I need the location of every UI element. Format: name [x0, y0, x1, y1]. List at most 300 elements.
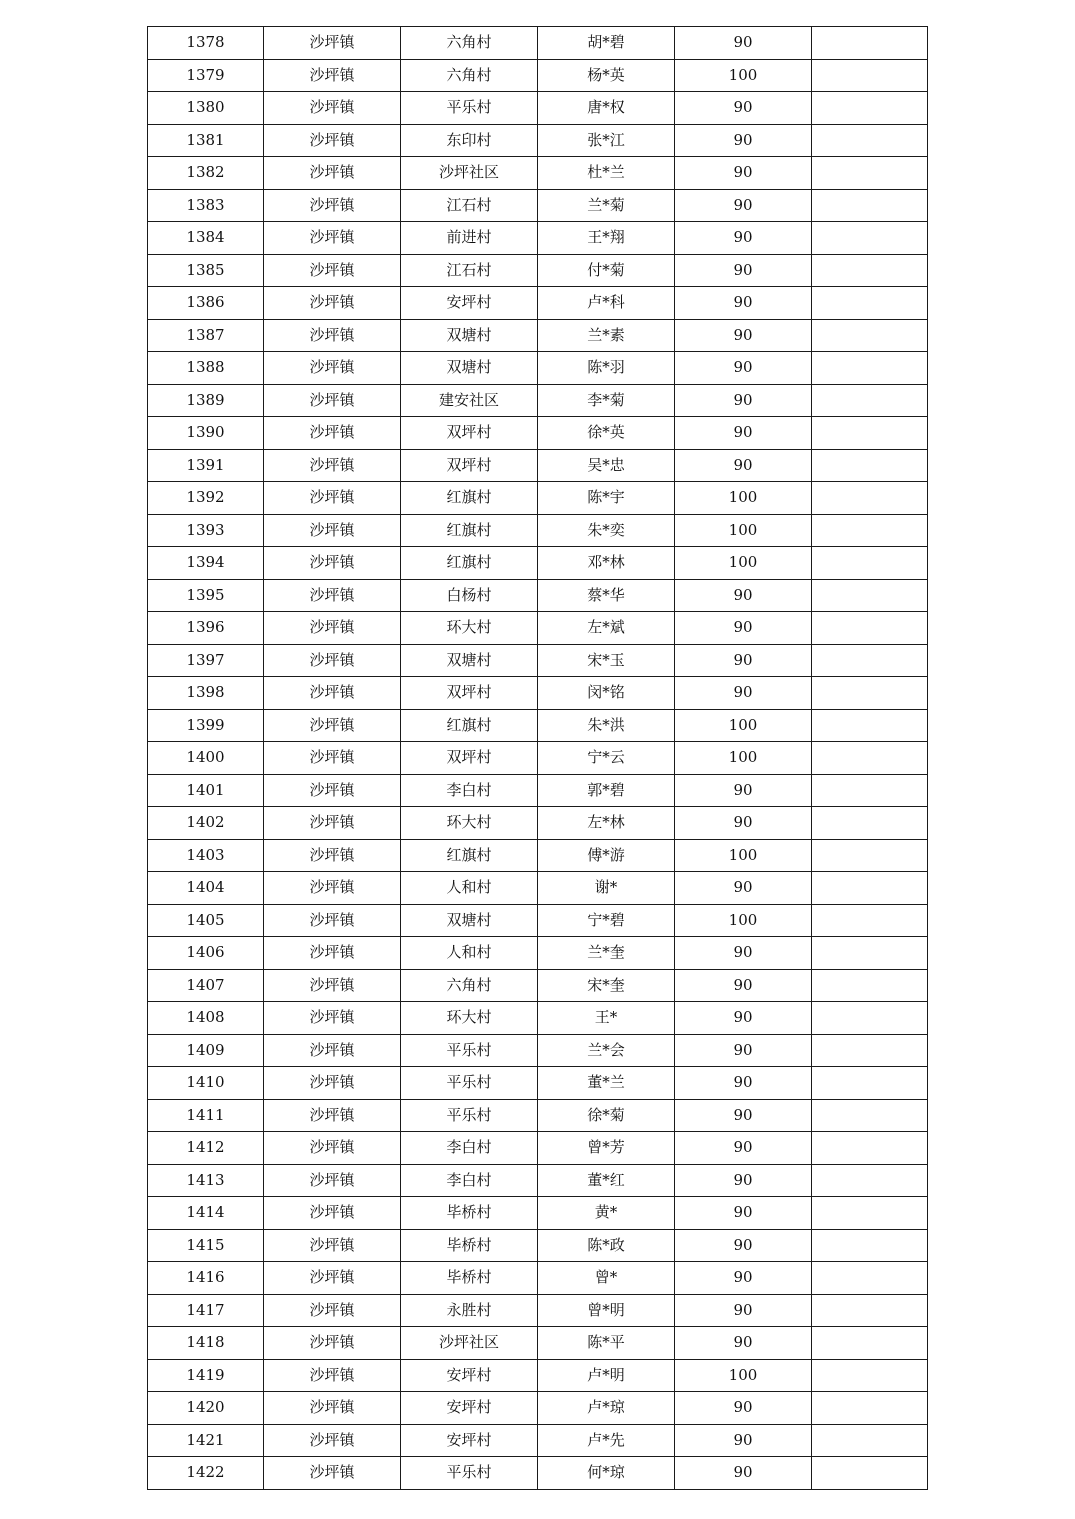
town-cell: 沙坪镇: [264, 1424, 401, 1457]
village-cell: 沙坪社区: [401, 157, 538, 190]
row-number-cell: 1390: [148, 417, 264, 450]
town-cell: 沙坪镇: [264, 807, 401, 840]
roster-table-body: [148, 27, 928, 1490]
remark-cell: [812, 254, 928, 287]
row-number-cell: 1401: [148, 774, 264, 807]
amount-cell: 90: [675, 1197, 812, 1230]
town-cell: 沙坪镇: [264, 92, 401, 125]
amount-cell: 100: [675, 482, 812, 515]
remark-cell: [812, 1457, 928, 1490]
name-cell: 王*翔: [538, 222, 675, 255]
remark-cell: [812, 1164, 928, 1197]
table-row: [148, 969, 928, 1002]
village-cell: 环大村: [401, 1002, 538, 1035]
village-cell: 安坪村: [401, 1359, 538, 1392]
remark-cell: [812, 579, 928, 612]
village-cell: 毕桥村: [401, 1197, 538, 1230]
village-cell: 安坪村: [401, 287, 538, 320]
amount-cell: 90: [675, 1457, 812, 1490]
name-cell: 傅*游: [538, 839, 675, 872]
table-row: [148, 254, 928, 287]
name-cell: 卢*明: [538, 1359, 675, 1392]
amount-cell: 90: [675, 1229, 812, 1262]
name-cell: 邓*林: [538, 547, 675, 580]
table-row: [148, 157, 928, 190]
village-cell: 沙坪社区: [401, 1327, 538, 1360]
table-row: [148, 1067, 928, 1100]
village-cell: 环大村: [401, 612, 538, 645]
remark-cell: [812, 1099, 928, 1132]
table-row: [148, 384, 928, 417]
name-cell: 蔡*华: [538, 579, 675, 612]
row-number-cell: 1413: [148, 1164, 264, 1197]
town-cell: 沙坪镇: [264, 612, 401, 645]
village-cell: 双坪村: [401, 742, 538, 775]
remark-cell: [812, 1262, 928, 1295]
row-number-cell: 1421: [148, 1424, 264, 1457]
row-number-cell: 1389: [148, 384, 264, 417]
name-cell: 张*江: [538, 124, 675, 157]
amount-cell: 90: [675, 254, 812, 287]
row-number-cell: 1387: [148, 319, 264, 352]
town-cell: 沙坪镇: [264, 59, 401, 92]
amount-cell: 90: [675, 677, 812, 710]
town-cell: 沙坪镇: [264, 157, 401, 190]
table-row: [148, 644, 928, 677]
remark-cell: [812, 417, 928, 450]
village-cell: 前进村: [401, 222, 538, 255]
village-cell: 江石村: [401, 254, 538, 287]
table-row: [148, 579, 928, 612]
table-row: [148, 1034, 928, 1067]
row-number-cell: 1396: [148, 612, 264, 645]
row-number-cell: 1420: [148, 1392, 264, 1425]
remark-cell: [812, 1067, 928, 1100]
table-row: [148, 1099, 928, 1132]
village-cell: 红旗村: [401, 547, 538, 580]
name-cell: 兰*奎: [538, 937, 675, 970]
remark-cell: [812, 287, 928, 320]
name-cell: 陈*宇: [538, 482, 675, 515]
village-cell: 双坪村: [401, 449, 538, 482]
amount-cell: 90: [675, 872, 812, 905]
name-cell: 陈*平: [538, 1327, 675, 1360]
row-number-cell: 1414: [148, 1197, 264, 1230]
town-cell: 沙坪镇: [264, 319, 401, 352]
amount-cell: 90: [675, 1099, 812, 1132]
row-number-cell: 1412: [148, 1132, 264, 1165]
table-row: [148, 189, 928, 222]
village-cell: 江石村: [401, 189, 538, 222]
town-cell: 沙坪镇: [264, 1067, 401, 1100]
remark-cell: [812, 319, 928, 352]
table-row: [148, 319, 928, 352]
town-cell: 沙坪镇: [264, 969, 401, 1002]
town-cell: 沙坪镇: [264, 189, 401, 222]
remark-cell: [812, 969, 928, 1002]
row-number-cell: 1410: [148, 1067, 264, 1100]
remark-cell: [812, 644, 928, 677]
table-row: [148, 27, 928, 60]
town-cell: 沙坪镇: [264, 774, 401, 807]
remark-cell: [812, 482, 928, 515]
remark-cell: [812, 384, 928, 417]
amount-cell: 90: [675, 384, 812, 417]
amount-cell: 90: [675, 774, 812, 807]
remark-cell: [812, 27, 928, 60]
town-cell: 沙坪镇: [264, 1327, 401, 1360]
row-number-cell: 1419: [148, 1359, 264, 1392]
amount-cell: 90: [675, 417, 812, 450]
town-cell: 沙坪镇: [264, 384, 401, 417]
row-number-cell: 1422: [148, 1457, 264, 1490]
town-cell: 沙坪镇: [264, 1132, 401, 1165]
village-cell: 双坪村: [401, 417, 538, 450]
town-cell: 沙坪镇: [264, 449, 401, 482]
name-cell: 卢*科: [538, 287, 675, 320]
row-number-cell: 1409: [148, 1034, 264, 1067]
row-number-cell: 1416: [148, 1262, 264, 1295]
row-number-cell: 1378: [148, 27, 264, 60]
row-number-cell: 1403: [148, 839, 264, 872]
table-row: [148, 1002, 928, 1035]
amount-cell: 100: [675, 514, 812, 547]
row-number-cell: 1417: [148, 1294, 264, 1327]
name-cell: 郭*碧: [538, 774, 675, 807]
village-cell: 李白村: [401, 774, 538, 807]
remark-cell: [812, 1359, 928, 1392]
row-number-cell: 1406: [148, 937, 264, 970]
amount-cell: 100: [675, 839, 812, 872]
name-cell: 曾*: [538, 1262, 675, 1295]
amount-cell: 90: [675, 124, 812, 157]
amount-cell: 100: [675, 742, 812, 775]
village-cell: 安坪村: [401, 1424, 538, 1457]
table-row: [148, 482, 928, 515]
table-row: [148, 1132, 928, 1165]
village-cell: 平乐村: [401, 1067, 538, 1100]
village-cell: 人和村: [401, 872, 538, 905]
row-number-cell: 1393: [148, 514, 264, 547]
village-cell: 白杨村: [401, 579, 538, 612]
name-cell: 左*斌: [538, 612, 675, 645]
remark-cell: [812, 59, 928, 92]
name-cell: 左*林: [538, 807, 675, 840]
name-cell: 徐*英: [538, 417, 675, 450]
village-cell: 红旗村: [401, 839, 538, 872]
row-number-cell: 1398: [148, 677, 264, 710]
town-cell: 沙坪镇: [264, 1002, 401, 1035]
remark-cell: [812, 937, 928, 970]
remark-cell: [812, 1424, 928, 1457]
village-cell: 六角村: [401, 27, 538, 60]
village-cell: 毕桥村: [401, 1262, 538, 1295]
table-row: [148, 59, 928, 92]
remark-cell: [812, 1132, 928, 1165]
village-cell: 平乐村: [401, 1034, 538, 1067]
remark-cell: [812, 839, 928, 872]
table-row: [148, 514, 928, 547]
name-cell: 兰*素: [538, 319, 675, 352]
row-number-cell: 1388: [148, 352, 264, 385]
amount-cell: 90: [675, 937, 812, 970]
table-row: [148, 1197, 928, 1230]
name-cell: 卢*先: [538, 1424, 675, 1457]
town-cell: 沙坪镇: [264, 222, 401, 255]
village-cell: 六角村: [401, 969, 538, 1002]
remark-cell: [812, 807, 928, 840]
amount-cell: 90: [675, 287, 812, 320]
amount-cell: 90: [675, 449, 812, 482]
remark-cell: [812, 514, 928, 547]
amount-cell: 100: [675, 709, 812, 742]
remark-cell: [812, 709, 928, 742]
row-number-cell: 1391: [148, 449, 264, 482]
town-cell: 沙坪镇: [264, 254, 401, 287]
name-cell: 唐*权: [538, 92, 675, 125]
row-number-cell: 1418: [148, 1327, 264, 1360]
amount-cell: 90: [675, 352, 812, 385]
remark-cell: [812, 1002, 928, 1035]
table-row: [148, 709, 928, 742]
village-cell: 双塘村: [401, 352, 538, 385]
name-cell: 卢*琼: [538, 1392, 675, 1425]
table-row: [148, 612, 928, 645]
row-number-cell: 1381: [148, 124, 264, 157]
table-row: [148, 839, 928, 872]
amount-cell: 90: [675, 1002, 812, 1035]
town-cell: 沙坪镇: [264, 287, 401, 320]
town-cell: 沙坪镇: [264, 742, 401, 775]
row-number-cell: 1402: [148, 807, 264, 840]
town-cell: 沙坪镇: [264, 872, 401, 905]
village-cell: 六角村: [401, 59, 538, 92]
row-number-cell: 1405: [148, 904, 264, 937]
row-number-cell: 1407: [148, 969, 264, 1002]
amount-cell: 100: [675, 1359, 812, 1392]
table-row: [148, 742, 928, 775]
town-cell: 沙坪镇: [264, 1294, 401, 1327]
village-cell: 建安社区: [401, 384, 538, 417]
name-cell: 陈*羽: [538, 352, 675, 385]
remark-cell: [812, 189, 928, 222]
village-cell: 平乐村: [401, 1457, 538, 1490]
name-cell: 王*: [538, 1002, 675, 1035]
table-row: [148, 222, 928, 255]
table-row: [148, 449, 928, 482]
town-cell: 沙坪镇: [264, 547, 401, 580]
amount-cell: 90: [675, 1294, 812, 1327]
table-row: [148, 124, 928, 157]
name-cell: 何*琼: [538, 1457, 675, 1490]
amount-cell: 90: [675, 222, 812, 255]
amount-cell: 90: [675, 1132, 812, 1165]
village-cell: 东印村: [401, 124, 538, 157]
name-cell: 朱*奕: [538, 514, 675, 547]
name-cell: 谢*: [538, 872, 675, 905]
town-cell: 沙坪镇: [264, 514, 401, 547]
village-cell: 双塘村: [401, 319, 538, 352]
remark-cell: [812, 1197, 928, 1230]
remark-cell: [812, 92, 928, 125]
amount-cell: 100: [675, 547, 812, 580]
name-cell: 曾*明: [538, 1294, 675, 1327]
town-cell: 沙坪镇: [264, 709, 401, 742]
name-cell: 杨*英: [538, 59, 675, 92]
name-cell: 宁*碧: [538, 904, 675, 937]
amount-cell: 90: [675, 157, 812, 190]
village-cell: 李白村: [401, 1164, 538, 1197]
village-cell: 安坪村: [401, 1392, 538, 1425]
row-number-cell: 1404: [148, 872, 264, 905]
row-number-cell: 1415: [148, 1229, 264, 1262]
village-cell: 平乐村: [401, 92, 538, 125]
name-cell: 宋*玉: [538, 644, 675, 677]
name-cell: 兰*菊: [538, 189, 675, 222]
village-cell: 李白村: [401, 1132, 538, 1165]
amount-cell: 90: [675, 1034, 812, 1067]
name-cell: 闵*铭: [538, 677, 675, 710]
town-cell: 沙坪镇: [264, 482, 401, 515]
table-row: [148, 352, 928, 385]
table-row: [148, 547, 928, 580]
village-cell: 红旗村: [401, 514, 538, 547]
remark-cell: [812, 677, 928, 710]
table-row: [148, 677, 928, 710]
amount-cell: 90: [675, 1164, 812, 1197]
remark-cell: [812, 1392, 928, 1425]
row-number-cell: 1386: [148, 287, 264, 320]
amount-cell: 90: [675, 189, 812, 222]
row-number-cell: 1379: [148, 59, 264, 92]
town-cell: 沙坪镇: [264, 644, 401, 677]
table-row: [148, 872, 928, 905]
town-cell: 沙坪镇: [264, 1262, 401, 1295]
amount-cell: 100: [675, 904, 812, 937]
row-number-cell: 1380: [148, 92, 264, 125]
row-number-cell: 1408: [148, 1002, 264, 1035]
town-cell: 沙坪镇: [264, 937, 401, 970]
remark-cell: [812, 124, 928, 157]
amount-cell: 90: [675, 92, 812, 125]
table-row: [148, 287, 928, 320]
name-cell: 徐*菊: [538, 1099, 675, 1132]
remark-cell: [812, 1034, 928, 1067]
remark-cell: [812, 742, 928, 775]
table-row: [148, 92, 928, 125]
remark-cell: [812, 872, 928, 905]
row-number-cell: 1397: [148, 644, 264, 677]
remark-cell: [812, 547, 928, 580]
town-cell: 沙坪镇: [264, 417, 401, 450]
town-cell: 沙坪镇: [264, 677, 401, 710]
amount-cell: 90: [675, 644, 812, 677]
town-cell: 沙坪镇: [264, 1392, 401, 1425]
name-cell: 杜*兰: [538, 157, 675, 190]
town-cell: 沙坪镇: [264, 1164, 401, 1197]
name-cell: 吴*忠: [538, 449, 675, 482]
amount-cell: 90: [675, 1067, 812, 1100]
remark-cell: [812, 352, 928, 385]
remark-cell: [812, 904, 928, 937]
village-cell: 毕桥村: [401, 1229, 538, 1262]
name-cell: 付*菊: [538, 254, 675, 287]
amount-cell: 90: [675, 27, 812, 60]
table-row: [148, 1424, 928, 1457]
table-row: [148, 774, 928, 807]
name-cell: 董*红: [538, 1164, 675, 1197]
remark-cell: [812, 1327, 928, 1360]
town-cell: 沙坪镇: [264, 904, 401, 937]
row-number-cell: 1385: [148, 254, 264, 287]
table-row: [148, 1262, 928, 1295]
name-cell: 黄*: [538, 1197, 675, 1230]
town-cell: 沙坪镇: [264, 1229, 401, 1262]
village-cell: 人和村: [401, 937, 538, 970]
name-cell: 宁*云: [538, 742, 675, 775]
amount-cell: 100: [675, 59, 812, 92]
amount-cell: 90: [675, 1327, 812, 1360]
village-cell: 环大村: [401, 807, 538, 840]
name-cell: 李*菊: [538, 384, 675, 417]
amount-cell: 90: [675, 969, 812, 1002]
row-number-cell: 1384: [148, 222, 264, 255]
name-cell: 董*兰: [538, 1067, 675, 1100]
name-cell: 胡*碧: [538, 27, 675, 60]
amount-cell: 90: [675, 1424, 812, 1457]
name-cell: 曾*芳: [538, 1132, 675, 1165]
village-cell: 双塘村: [401, 644, 538, 677]
town-cell: 沙坪镇: [264, 1359, 401, 1392]
row-number-cell: 1395: [148, 579, 264, 612]
remark-cell: [812, 449, 928, 482]
table-row: [148, 904, 928, 937]
row-number-cell: 1411: [148, 1099, 264, 1132]
town-cell: 沙坪镇: [264, 27, 401, 60]
amount-cell: 90: [675, 612, 812, 645]
table-row: [148, 1359, 928, 1392]
table-row: [148, 1229, 928, 1262]
village-cell: 平乐村: [401, 1099, 538, 1132]
remark-cell: [812, 157, 928, 190]
roster-table: [147, 26, 928, 1490]
row-number-cell: 1383: [148, 189, 264, 222]
town-cell: 沙坪镇: [264, 1034, 401, 1067]
remark-cell: [812, 1294, 928, 1327]
village-cell: 永胜村: [401, 1294, 538, 1327]
amount-cell: 90: [675, 1262, 812, 1295]
town-cell: 沙坪镇: [264, 124, 401, 157]
table-row: [148, 1164, 928, 1197]
name-cell: 兰*会: [538, 1034, 675, 1067]
amount-cell: 90: [675, 319, 812, 352]
table-row: [148, 807, 928, 840]
remark-cell: [812, 774, 928, 807]
name-cell: 朱*洪: [538, 709, 675, 742]
village-cell: 双坪村: [401, 677, 538, 710]
town-cell: 沙坪镇: [264, 1197, 401, 1230]
town-cell: 沙坪镇: [264, 1099, 401, 1132]
amount-cell: 90: [675, 579, 812, 612]
table-row: [148, 1294, 928, 1327]
village-cell: 红旗村: [401, 482, 538, 515]
amount-cell: 90: [675, 1392, 812, 1425]
town-cell: 沙坪镇: [264, 1457, 401, 1490]
table-row: [148, 1392, 928, 1425]
village-cell: 双塘村: [401, 904, 538, 937]
table-row: [148, 417, 928, 450]
row-number-cell: 1399: [148, 709, 264, 742]
